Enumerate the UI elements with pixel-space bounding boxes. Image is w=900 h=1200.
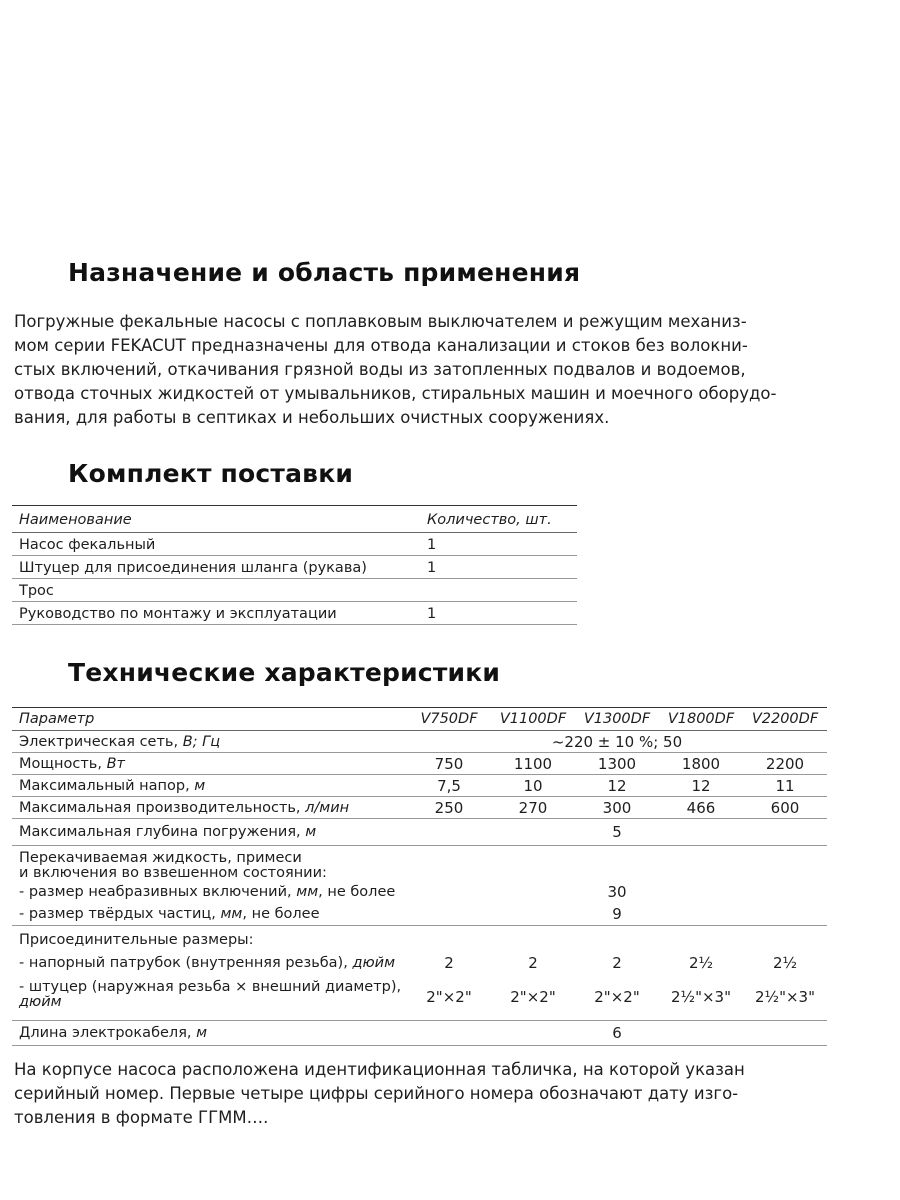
spec-value: 750 — [407, 753, 491, 775]
purpose-line: отвода сточных жидкостей от умывальников, стиральных машин и моечного оборудо- — [14, 384, 777, 403]
spec-value: 5 — [407, 819, 827, 846]
specs-header-row — [12, 708, 827, 731]
spec-value: 2"×2" — [491, 974, 575, 1021]
kit-header-row — [12, 506, 577, 533]
spec-value: 12 — [575, 775, 659, 797]
spec-value: 466 — [659, 797, 743, 819]
spec-value: 2200 — [743, 753, 827, 775]
table-row — [12, 881, 827, 903]
purpose-line: мом серии FEKACUT предназначены для отвода канализации и стоков без волокни- — [14, 336, 748, 355]
spec-value: 6 — [407, 1021, 827, 1046]
specs-col-param: Параметр — [12, 708, 407, 731]
spec-label: - напорный патрубок (внутренняя резьба), дюйм — [19, 955, 396, 971]
footer-line: товления в формате ГГММ…. — [14, 1108, 269, 1127]
purpose-line: вания, для работы в септиках и небольших очистных сооружениях. — [14, 408, 610, 427]
kit-col-qty: Количество, шт. — [420, 506, 577, 533]
spec-label: Максимальный напор, м — [12, 775, 407, 797]
spec-value: 2"×2" — [575, 974, 659, 1021]
table-row — [12, 556, 577, 579]
spec-value: 2 — [528, 954, 538, 972]
spec-label: Длина электрокабеля, м — [12, 1021, 407, 1046]
spec-label: - штуцер (наружная резьба × внешний диаметр), дюйм — [12, 974, 407, 1021]
spec-value: 2½ — [688, 954, 714, 972]
table-row — [12, 952, 827, 974]
purpose-line: стых включений, откачивания грязной воды из затопленных подвалов и водоемов, — [14, 360, 746, 379]
spec-value: 9 — [407, 903, 827, 926]
specs-col-model: V1800DF — [659, 708, 743, 731]
spec-value: 10 — [491, 775, 575, 797]
spec-value: 7,5 — [407, 775, 491, 797]
kit-item-name: Руководство по монтажу и эксплуатации — [12, 602, 420, 625]
spec-value: 250 — [407, 797, 491, 819]
spec-value: 1300 — [575, 753, 659, 775]
table-row — [12, 846, 827, 882]
table-row — [12, 903, 827, 926]
kit-table — [12, 505, 577, 625]
spec-value: 300 — [575, 797, 659, 819]
footer-line: На корпусе насоса расположена идентификационная табличка, на которой указан — [14, 1060, 745, 1079]
spec-value: 2½ — [772, 954, 798, 972]
spec-value: 600 — [743, 797, 827, 819]
table-row — [12, 775, 827, 797]
spec-value: 2½"×3" — [659, 974, 743, 1021]
section-heading-purpose: Назначение и область применения — [68, 258, 581, 287]
table-row — [12, 731, 827, 753]
spec-value: 1800 — [659, 753, 743, 775]
specs-col-model: V1300DF — [575, 708, 659, 731]
footer-line: серийный номер. Первые четыре цифры серийного номера обозначают дату изго- — [14, 1084, 739, 1103]
spec-value: 30 — [607, 883, 627, 901]
table-row — [12, 753, 827, 775]
purpose-line: Погружные фекальные насосы с поплавковым выключателем и режущим механиз- — [14, 312, 747, 331]
kit-item-name: Насос фекальный — [12, 533, 420, 556]
purpose-paragraph — [14, 310, 814, 430]
spec-value: 2½"×3" — [743, 974, 827, 1021]
kit-item-qty: 1 — [420, 533, 577, 556]
spec-value: 12 — [659, 775, 743, 797]
table-row — [12, 533, 577, 556]
section-heading-kit: Комплект поставки — [68, 459, 354, 488]
spec-label: Максимальная глубина погружения, м — [12, 819, 407, 846]
kit-item-qty: 1 — [420, 602, 577, 625]
kit-item-name: Трос — [12, 579, 420, 602]
footer-paragraph — [14, 1058, 814, 1130]
table-row — [12, 1021, 827, 1046]
table-row — [12, 602, 577, 625]
table-row — [12, 926, 827, 953]
kit-item-qty: 1 — [420, 556, 577, 579]
spec-value: 2 — [444, 954, 454, 972]
table-row — [12, 797, 827, 819]
specs-col-model: V750DF — [407, 708, 491, 731]
kit-item-name: Штуцер для присоединения шланга (рукава) — [12, 556, 420, 579]
spec-label: Мощность, Вт — [12, 753, 407, 775]
spec-value: 11 — [743, 775, 827, 797]
table-row — [12, 819, 827, 846]
table-row — [12, 974, 827, 1021]
specs-col-model: V1100DF — [491, 708, 575, 731]
spec-label: Максимальная производительность, л/мин — [12, 797, 407, 819]
specs-table — [12, 707, 827, 1046]
table-row — [12, 579, 577, 602]
spec-label: Электрическая сеть, В; Гц — [12, 731, 407, 753]
spec-label: - размер неабразивных включений, мм, не более — [19, 884, 396, 900]
spec-label: - размер твёрдых частиц, мм, не более — [12, 903, 407, 926]
spec-value: 2"×2" — [407, 974, 491, 1021]
spec-value: ~220 ± 10 %; 50 — [407, 731, 827, 753]
kit-item-qty — [420, 579, 577, 602]
spec-value: 2 — [612, 954, 622, 972]
kit-col-name: Наименование — [12, 506, 420, 533]
spec-value: 1100 — [491, 753, 575, 775]
spec-group-label: Присоединительные размеры: — [19, 932, 254, 948]
section-heading-specs: Технические характеристики — [68, 658, 501, 687]
spec-value: 270 — [491, 797, 575, 819]
spec-group-label: Перекачиваемая жидкость, примеси и включения во взвешенном состоянии: — [19, 850, 327, 881]
specs-col-model: V2200DF — [743, 708, 827, 731]
